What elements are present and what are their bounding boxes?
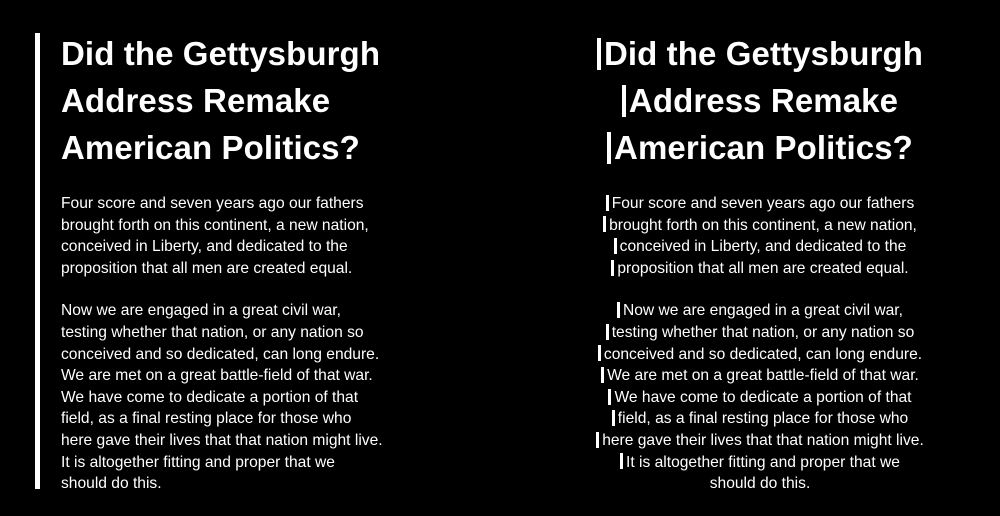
line-bar: [611, 260, 614, 276]
right-article: [500, 30, 1000, 495]
right-text-line: We are met on a great battle-field of that war.: [607, 367, 919, 385]
right-text-line: brought forth on this continent, a new nation,: [609, 216, 917, 234]
left-text-line: testing whether that nation, or any nation so: [61, 323, 364, 341]
line-bar: [607, 132, 611, 164]
left-text-line: conceived and so dedicated, can long endure.: [61, 345, 380, 363]
line-bar: [606, 324, 609, 340]
right-title-line: American Politics?: [614, 129, 913, 166]
left-article-title: [61, 30, 481, 171]
right-title-row: [500, 124, 1000, 171]
right-text-line: testing whether that nation, or any nation so: [611, 323, 915, 341]
left-text-line: Four score and seven years ago our fathers: [61, 195, 364, 212]
right-text-line: here gave their lives that that nation might live.: [602, 431, 924, 449]
right-text-line: It is altogether fitting and proper that we: [626, 453, 900, 471]
right-text-row: [500, 408, 1000, 430]
left-title-line: Did the Gettysburgh: [61, 35, 381, 72]
right-text-line: Four score and seven years ago our fathers: [611, 195, 915, 212]
right-text-row: [500, 430, 1000, 452]
right-text-row: [500, 322, 1000, 344]
left-paragraph-2: [61, 300, 481, 494]
left-title-line: Address Remake: [61, 82, 331, 119]
left-text-line: brought forth on this continent, a new nation,: [61, 216, 369, 234]
right-text-row: [500, 365, 1000, 387]
line-bar: [612, 410, 615, 426]
left-vertical-rule: [35, 33, 40, 489]
line-bar: [622, 85, 626, 117]
right-text-line: conceived and so dedicated, can long endure.: [603, 345, 923, 363]
line-bar: [597, 38, 601, 70]
left-text-line: should do this.: [61, 475, 162, 493]
line-bar: [596, 432, 599, 448]
right-text-row: [500, 300, 1000, 322]
right-text-row: [500, 258, 1000, 280]
line-bar: [601, 367, 604, 383]
right-text-line: proposition that all men are created equal.: [617, 259, 909, 277]
left-text-line: We are met on a great battle-field of that war.: [61, 367, 373, 385]
right-paragraph-1: [500, 193, 1000, 279]
line-bar: [608, 389, 611, 405]
right-title-row: [500, 30, 1000, 77]
left-text-line: proposition that all men are created equal.: [61, 259, 353, 277]
right-text-line: Now we are engaged in a great civil war,: [623, 302, 903, 320]
left-text-line: conceived in Liberty, and dedicated to the: [61, 238, 348, 256]
right-text-row: [500, 387, 1000, 409]
line-bar: [603, 216, 606, 232]
right-text-line: We have come to dedicate a portion of that: [614, 388, 912, 406]
left-text-line: It is altogether fitting and proper that we: [61, 453, 335, 471]
right-text-line: should do this.: [709, 475, 811, 493]
right-text-row: [500, 452, 1000, 474]
left-paragraph-1: [61, 193, 481, 279]
right-text-line: field, as a final resting place for those who: [617, 410, 909, 428]
right-panel: [500, 0, 1000, 516]
right-text-row: [500, 236, 1000, 258]
right-text-line: conceived in Liberty, and dedicated to the: [619, 238, 907, 256]
right-text-row: [500, 473, 1000, 495]
right-text-row: [500, 344, 1000, 366]
left-text-line: Now we are engaged in a great civil war,: [61, 302, 341, 320]
right-text-row: [500, 215, 1000, 237]
line-bar: [614, 238, 617, 254]
left-text-line: We have come to dedicate a portion of that: [61, 388, 359, 406]
right-article-title: [500, 30, 1000, 171]
right-title-line: Did the Gettysburgh: [603, 35, 924, 72]
left-text-line: field, as a final resting place for those who: [61, 410, 352, 428]
line-bar: [606, 195, 609, 211]
left-title-line: American Politics?: [61, 129, 360, 166]
line-bar: [617, 302, 620, 318]
right-text-row: [500, 193, 1000, 215]
right-title-line: Address Remake: [628, 82, 899, 119]
right-paragraph-2: [500, 300, 1000, 494]
right-title-row: [500, 77, 1000, 124]
left-text-line: here gave their lives that that nation might live.: [61, 431, 383, 449]
line-bar: [598, 345, 601, 361]
line-bar: [620, 453, 623, 469]
left-article: [61, 30, 481, 495]
